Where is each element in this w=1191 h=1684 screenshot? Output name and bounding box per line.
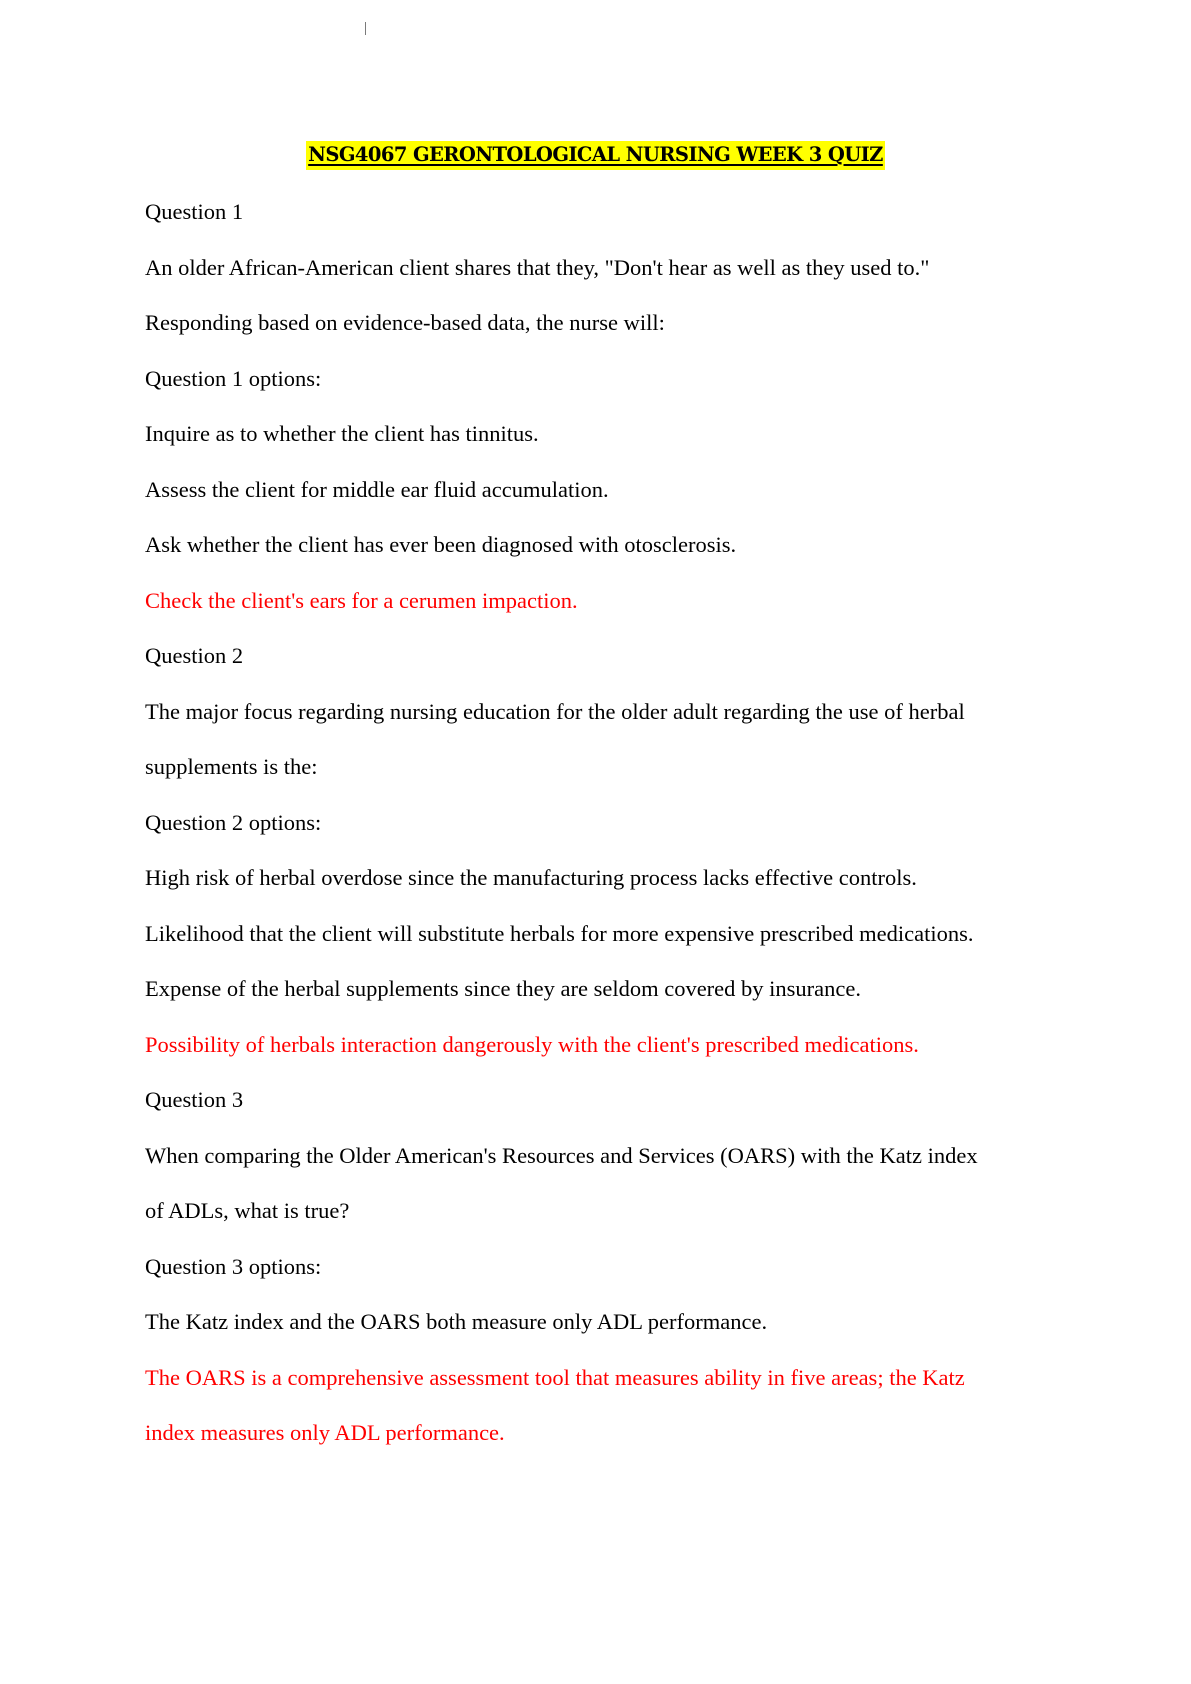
text-line: Question 3 options: (145, 1253, 322, 1279)
answer-line: index measures only ADL performance. (145, 1420, 505, 1445)
answer-line: Check the client's ears for a cerumen impaction. (145, 587, 578, 613)
title-container (0, 141, 1191, 170)
text-line: Question 2 (145, 643, 244, 668)
text-line: supplements is the: (145, 754, 318, 779)
document-body (145, 192, 1055, 1469)
document-title: NSG4067 GERONTOLOGICAL NURSING WEEK 3 QUIZ (306, 141, 885, 170)
text-line: High risk of herbal overdose since the manufacturing process lacks effective controls. (145, 865, 917, 890)
answer-line: The OARS is a comprehensive assessment tool that measures ability in five areas; the Katz (145, 1364, 965, 1390)
text-cursor-mark (365, 22, 366, 35)
text-line: Responding based on evidence-based data, the nurse will: (145, 310, 665, 335)
answer-line: Possibility of herbals interaction dangerously with the client's prescribed medications. (145, 1031, 919, 1057)
text-line: Question 2 options: (145, 809, 322, 835)
text-line: Ask whether the client has ever been diagnosed with otosclerosis. (145, 532, 737, 557)
text-line: When comparing the Older American's Resources and Services (OARS) with the Katz index (145, 1142, 978, 1168)
text-line: Likelihood that the client will substitute herbals for more expensive prescribed medications. (145, 920, 974, 946)
text-line: of ADLs, what is true? (145, 1198, 350, 1223)
text-line: Expense of the herbal supplements since they are seldom covered by insurance. (145, 976, 862, 1001)
text-line: Question 1 (145, 199, 244, 224)
text-line: The Katz index and the OARS both measure only ADL performance. (145, 1309, 768, 1334)
text-line: The major focus regarding nursing education for the older adult regarding the use of herbal (145, 698, 965, 724)
text-line: Question 1 options: (145, 365, 322, 391)
text-line: Inquire as to whether the client has tinnitus. (145, 421, 539, 446)
text-line: Question 3 (145, 1087, 244, 1112)
text-line: An older African-American client shares that they, "Don't hear as well as they used to." (145, 254, 930, 280)
text-line: Assess the client for middle ear fluid accumulation. (145, 476, 609, 502)
